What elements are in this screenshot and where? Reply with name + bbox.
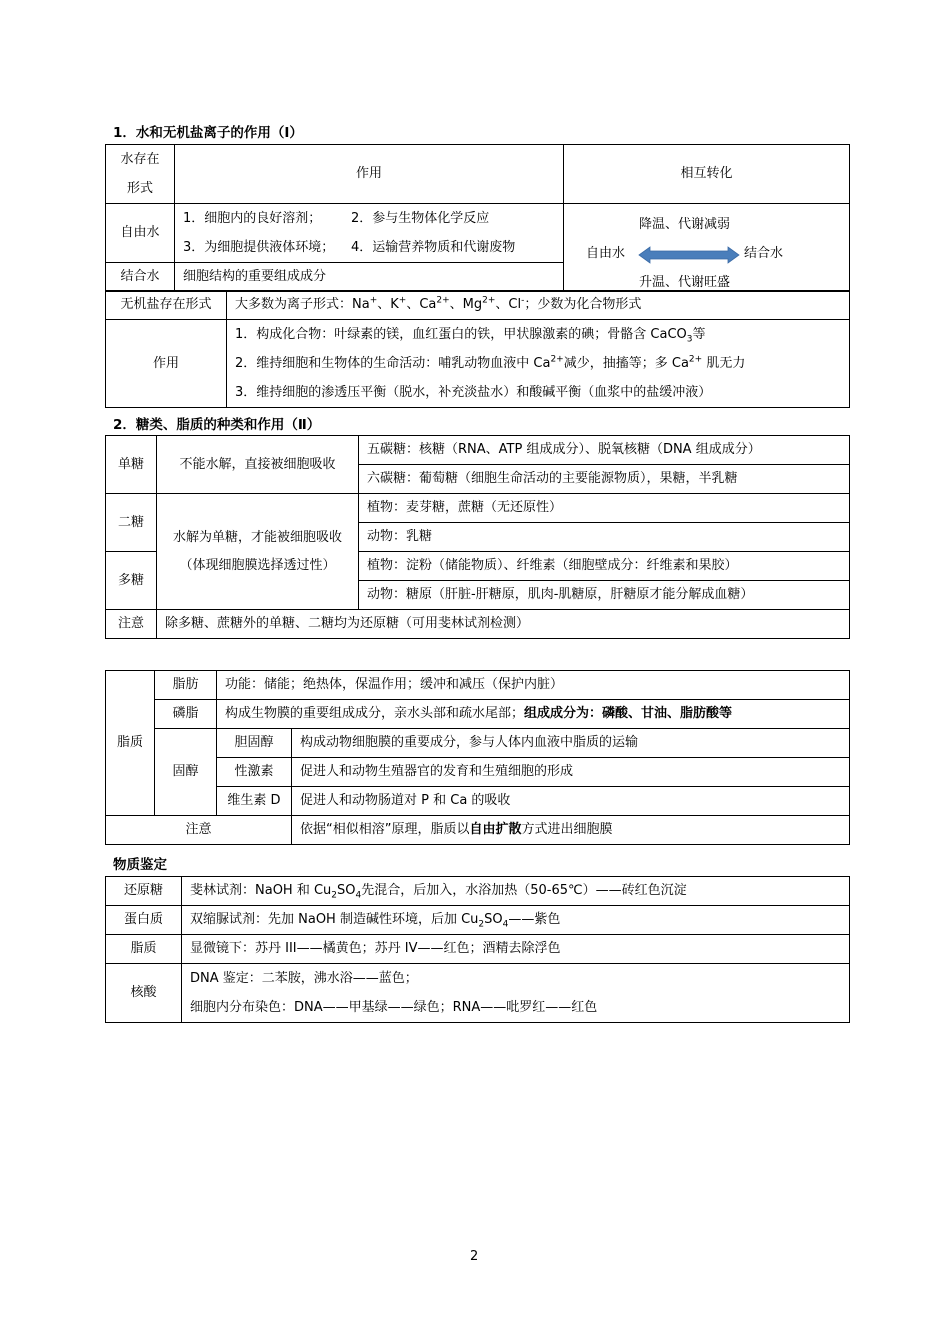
free-water-item4: 4．运输营养物质和代谢废物 [351, 240, 516, 255]
salt-form-label: 无机盐存在形式 [106, 291, 227, 320]
carb-note-row [106, 610, 850, 639]
bound-water-label: 结合水 [106, 263, 175, 292]
ion-text: 、K [377, 297, 399, 312]
ion-sup: 2+ [436, 295, 450, 306]
conversion-diagram [564, 204, 849, 291]
lipid-note-text [292, 816, 850, 845]
poly-row2-text: 动物：糖原（肝脏-肝糖原，肌肉-肌糖原，肝糖原才能分解成血糖） [359, 581, 850, 610]
nucleic-row [106, 964, 850, 1023]
hydrolysis-desc-line2: （体现细胞膜选择透过性） [179, 557, 336, 573]
sex-hormone-text: 促进人和动物生殖器官的发育和生殖细胞的形成 [292, 758, 850, 787]
hydrolysis-desc [157, 494, 359, 610]
di-row1-text: 植物：麦芽糖，蔗糖（无还原性） [359, 494, 850, 523]
cholesterol-label: 胆固醇 [217, 729, 292, 758]
poly-row1-text: 植物：淀粉（储能物质）、纤维素（细胞壁成分：纤维素和果胶） [359, 552, 850, 581]
vitamin-d-label: 维生素 D [217, 787, 292, 816]
bound-water-text: 细胞结构的重要组成成分 [175, 263, 564, 292]
di-label: 二糖 [106, 494, 157, 552]
lipid-note-row [106, 816, 850, 845]
salt-role-line2-post: 肌无力 [702, 356, 746, 371]
reducing-sugar-row [106, 877, 850, 906]
protein-row [106, 906, 850, 935]
salt-role-text [227, 320, 850, 408]
phospholipid-text-plain: 构成生物膜的重要组成成分，亲水头部和疏水尾部； [225, 706, 525, 721]
header-function: 作用 [175, 145, 564, 204]
nucleic-line1: DNA 鉴定：二苯胺，沸水浴——蓝色； [190, 971, 418, 986]
sex-hormone-label: 性激素 [217, 758, 292, 787]
cholesterol-row [106, 729, 850, 758]
free-water-item1: 1．细胞内的良好溶剂； [183, 211, 322, 226]
lipid-id-label: 脂质 [106, 935, 182, 964]
protein-post: ——紫色 [508, 912, 561, 927]
reducing-sugar-pre: 斐林试剂：NaOH 和 Cu [190, 883, 332, 898]
reducing-sugar-sub1: 2 [331, 890, 338, 901]
mono-label: 单糖 [106, 436, 157, 494]
cholesterol-text: 构成动物细胞膜的重要成分，参与人体内血液中脂质的运输 [292, 729, 850, 758]
di-row-1 [106, 494, 850, 523]
ion-sup: 2+ [482, 295, 496, 306]
salt-form-row [106, 291, 850, 320]
double-arrow-icon [638, 246, 740, 264]
phospholipid-label: 磷脂 [155, 700, 217, 729]
phospholipid-text [217, 700, 850, 729]
fat-row [106, 671, 850, 700]
protein-pre: 双缩脲试剂：先加 NaOH 制造碱性环境，后加 Cu [190, 912, 479, 927]
protein-label: 蛋白质 [106, 906, 182, 935]
salt-role-line1-sub: 3 [686, 334, 693, 345]
identification-title: 物质鉴定 [113, 857, 167, 873]
salt-role-line1-pre: 1．构成化合物：叶绿素的镁，血红蛋白的铁，甲状腺激素的碘；骨骼含 CaCO [235, 327, 687, 342]
protein-sub2: 4 [502, 919, 509, 930]
lipid-note-label: 注意 [106, 816, 292, 845]
header-conversion: 相互转化 [564, 145, 850, 204]
nucleic-label: 核酸 [106, 964, 182, 1023]
header-water-form-line1: 水存在 [120, 152, 160, 167]
ion-sup: + [398, 295, 407, 306]
mono-row-1 [106, 436, 850, 465]
salt-role-line2-mid: 减少，抽搐等；多 Ca [563, 356, 689, 371]
reducing-sugar-sub2: 4 [355, 890, 362, 901]
mono-row2-text: 六碳糖：葡萄糖（细胞生命活动的主要能源物质），果糖，半乳糖 [359, 465, 850, 494]
di-row2-text: 动物：乳糖 [359, 523, 850, 552]
free-water-row [106, 204, 850, 263]
vitamin-d-text: 促进人和动物肠道对 P 和 Ca 的吸收 [292, 787, 850, 816]
carb-note-text: 除多糖、蔗糖外的单糖、二糖均为还原糖（可用斐林试剂检测） [157, 610, 850, 639]
carb-note-label: 注意 [106, 610, 157, 639]
ion-text: 、Mg [449, 297, 483, 312]
header-water-form [106, 145, 175, 204]
ion-sup: + [369, 295, 378, 306]
free-water-label: 自由水 [106, 204, 175, 263]
lipid-note-post: 方式进出细胞膜 [521, 822, 613, 837]
reducing-sugar-post: 先混合，后加入，水浴加热（50-65℃）——砖红色沉淀 [361, 883, 687, 898]
water-header-row [106, 145, 850, 204]
protein-mid: SO [484, 912, 503, 927]
lipid-note-bold: 自由扩散 [469, 822, 522, 837]
salt-role-line1 [235, 320, 841, 349]
fat-text: 功能：储能；绝热体，保温作用；缓冲和减压（保护内脏） [217, 671, 850, 700]
salt-role-line2 [235, 349, 841, 378]
conversion-top-label: 降温、代谢减弱 [639, 217, 731, 232]
conversion-right-label: 结合水 [744, 246, 784, 261]
mono-desc: 不能水解，直接被细胞吸收 [157, 436, 359, 494]
protein-sub1: 2 [478, 919, 485, 930]
lipid-id-text: 显微镜下：苏丹 III——橘黄色；苏丹 IV——红色；酒精去除浮色 [182, 935, 850, 964]
nucleic-text [182, 964, 850, 1023]
ion-sup: - [521, 295, 525, 306]
reducing-sugar-mid: SO [337, 883, 356, 898]
salt-role-line2-pre: 2．维持细胞和生物体的生命活动：哺乳动物血液中 Ca [235, 356, 551, 371]
salt-role-line2-sup1: 2+ [550, 354, 564, 365]
nucleic-line2: 细胞内分布染色：DNA——甲基绿——绿色；RNA——吡罗红——红色 [190, 1000, 598, 1015]
ion-text: 、Cl [495, 297, 522, 312]
salt-role-line2-sup2: 2+ [688, 354, 703, 365]
salt-role-line3: 3．维持细胞的渗透压平衡（脱水，补充淡盐水）和酸碱平衡（血浆中的盐缓冲液） [235, 385, 712, 400]
salt-role-row [106, 320, 850, 408]
reducing-sugar-text [182, 877, 850, 906]
section1-title: 1．水和无机盐离子的作用（Ⅰ） [113, 125, 303, 141]
conversion-left-label: 自由水 [586, 246, 626, 261]
water-table [105, 144, 850, 292]
mono-row1-text: 五碳糖：核糖（RNA、ATP 组成成分）、脱氧核糖（DNA 组成成分） [359, 436, 850, 465]
carbohydrate-table [105, 435, 850, 639]
header-water-form-line2: 形式 [126, 181, 153, 196]
salt-form-text [227, 291, 850, 320]
conversion-bottom-label: 升温、代谢旺盛 [639, 275, 731, 290]
section2-title: 2．糖类、脂质的种类和作用（Ⅱ） [113, 417, 321, 433]
salt-role-line1-post: 等 [692, 327, 706, 342]
poly-label: 多糖 [106, 552, 157, 610]
hydrolysis-desc-line1: 水解为单糖，才能被细胞吸收 [172, 529, 342, 545]
lipid-note-pre: 依据“相似相溶”原理，脂质以 [300, 822, 470, 837]
fat-label: 脂肪 [155, 671, 217, 700]
salt-table [105, 290, 850, 408]
lipid-id-row [106, 935, 850, 964]
identification-table [105, 876, 850, 1023]
sex-hormone-row [106, 758, 850, 787]
free-water-item2: 2．参与生物体化学反应 [351, 211, 490, 226]
phospholipid-row [106, 700, 850, 729]
lipid-table [105, 670, 850, 845]
protein-text [182, 906, 850, 935]
phospholipid-text-bold: 组成成分为：磷酸、甘油、脂肪酸等 [524, 706, 733, 721]
conversion-cell [564, 204, 850, 292]
reducing-sugar-label: 还原糖 [106, 877, 182, 906]
free-water-functions [175, 204, 564, 263]
page-number: 2 [470, 1249, 479, 1264]
free-water-item3: 3．为细胞提供液体环境； [183, 240, 335, 255]
salt-form-pre: 大多数为离子形式：Na [235, 297, 370, 312]
ion-text: 、Ca [406, 297, 437, 312]
ion-text: ；少数为化合物形式 [524, 297, 642, 312]
salt-role-label: 作用 [106, 320, 227, 408]
vitamin-d-row [106, 787, 850, 816]
lipid-label: 脂质 [106, 671, 155, 816]
sterol-label: 固醇 [155, 729, 217, 816]
